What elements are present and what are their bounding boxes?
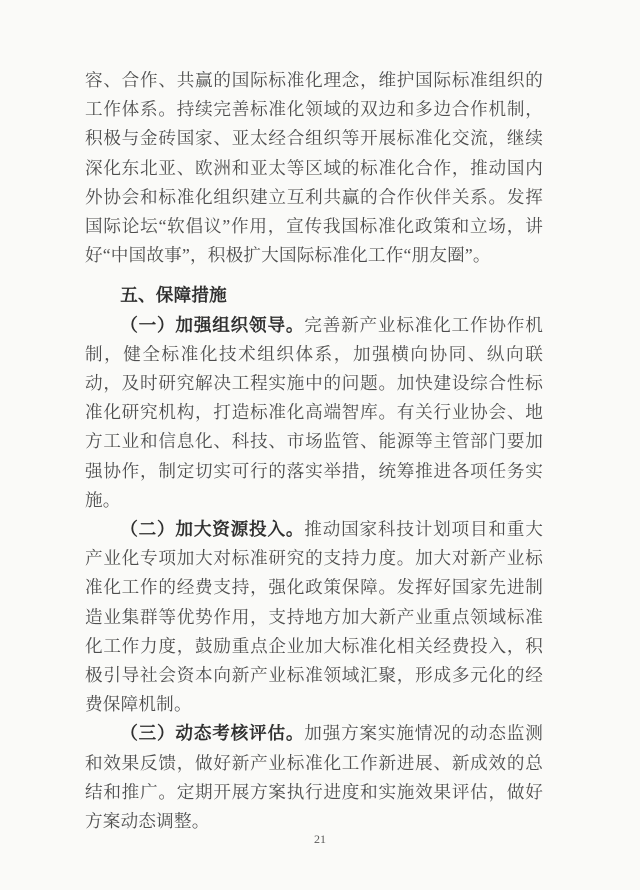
item-1-body: 完善新产业标准化工作协作机制，健全标准化技术组织体系，加强横向协同、纵向联动，及时研究解决工程实施中的问题。加快建设综合性标准化研究机构，打造标准化高端智库。有关行业协会、地方工业和信息化、科技、市场监管、能源等主管部门要加强协作，制定切实可行的落实举措，统筹推进各项任务实施。 [85,314,543,510]
paragraph-item-1 [85,311,543,515]
document-text-block [85,66,543,836]
item-2-body: 推动国家科技计划项目和重大产业化专项加大对标准研究的支持力度。加大对新产业标准化工作的经费支持，强化政策保障。发挥好国家先进制造业集群等优势作用，支持地方加大新产业重点领域标准化工作力度，鼓励重点企业加大标准化相关经费投入，积极引导社会资本向新产业标准领域汇聚，形成多元化的经费保障机制。 [85,519,543,715]
item-3-body: 加强方案实施情况的动态监测和效果反馈，做好新产业标准化工作新进展、新成效的总结和推广。定期开展方案执行进度和实施效果评估，做好方案动态调整。 [85,723,543,832]
paragraph-continuation: 容、合作、共赢的国际标准化理念，维护国际标准组织的工作体系。持续完善标准化领域的双边和多边合作机制，积极与金砖国家、亚太经合组织等开展标准化交流，继续深化东北亚、欧洲和亚太等区域的标准化合作，推动国内外协会和标准化组织建立互利共赢的合作伙伴关系。发挥国际论坛“软倡议”作用，宣传我国标准化政策和立场，讲好“中国故事”，积极扩大国际标准化工作“朋友圈”。 [85,70,543,266]
paragraph-item-2 [85,515,543,719]
item-2-lead: （二）加大资源投入。 [120,519,305,540]
page-number: 21 [314,832,326,846]
item-1-lead: （一）加强组织领导。 [120,314,305,335]
section-heading: 五、保障措施 [120,285,227,306]
paragraph-item-3 [85,719,543,836]
item-3-lead: （三）动态考核评估。 [120,723,305,744]
